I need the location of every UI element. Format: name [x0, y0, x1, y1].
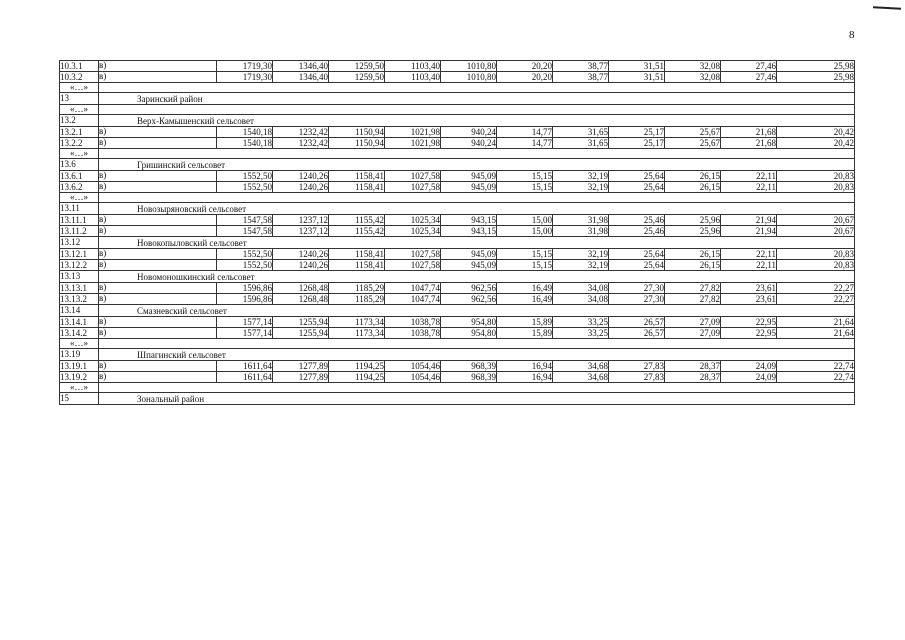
row-code: «…» — [60, 105, 99, 115]
row-code: 13 — [60, 93, 99, 105]
value-cell: 1552,50 — [217, 171, 273, 182]
value-cell: 1719,30 — [217, 61, 273, 72]
value-cell: 1150,94 — [329, 138, 385, 149]
row-code: 13.2.1 — [60, 127, 99, 138]
value-cell: 15,00 — [497, 226, 553, 237]
row-code: 13.14 — [60, 305, 99, 317]
table-row — [60, 127, 855, 138]
value-cell: 33,25 — [553, 328, 609, 339]
section-title: Смазневский сельсовет — [99, 305, 855, 317]
value-cell: 16,94 — [497, 361, 553, 372]
section-title: Новокопыловский сельсовет — [99, 237, 855, 249]
value-cell: 962,56 — [441, 283, 497, 294]
value-cell: 1027,58 — [385, 182, 441, 193]
value-cell: 1158,41 — [329, 249, 385, 260]
value-cell: 27,82 — [665, 283, 721, 294]
value-cell: 27,46 — [721, 72, 777, 83]
value-cell: 27,30 — [609, 283, 665, 294]
value-cell: 15,00 — [497, 215, 553, 226]
value-cell: 20,42 — [777, 138, 855, 149]
value-cell: 34,68 — [553, 372, 609, 383]
value-cell: 1038,78 — [385, 328, 441, 339]
value-cell: 32,19 — [553, 182, 609, 193]
value-cell: 28,37 — [665, 361, 721, 372]
value-cell: 1185,29 — [329, 294, 385, 305]
row-code: 13.19.1 — [60, 361, 99, 372]
table-row — [60, 294, 855, 305]
row-code: 13.13 — [60, 271, 99, 283]
value-cell: 1232,42 — [273, 127, 329, 138]
value-cell: 27,46 — [721, 61, 777, 72]
value-cell: 21,68 — [721, 138, 777, 149]
value-cell: 25,64 — [609, 182, 665, 193]
value-cell: 945,09 — [441, 249, 497, 260]
section-row — [60, 159, 855, 171]
value-cell: 1173,34 — [329, 317, 385, 328]
value-cell: 1240,26 — [273, 182, 329, 193]
value-cell: 22,95 — [721, 317, 777, 328]
value-cell: 1027,58 — [385, 249, 441, 260]
table-body — [60, 61, 855, 405]
value-cell: 1596,86 — [217, 294, 273, 305]
value-cell: 32,08 — [665, 61, 721, 72]
row-code: 13.14.1 — [60, 317, 99, 328]
section-title: Шпагинский сельсовет — [99, 349, 855, 361]
value-cell: 25,67 — [665, 138, 721, 149]
value-cell: 21,64 — [777, 328, 855, 339]
value-cell: 940,24 — [441, 127, 497, 138]
value-cell: 1719,30 — [217, 72, 273, 83]
value-cell: 1237,12 — [273, 226, 329, 237]
value-cell: 1173,34 — [329, 328, 385, 339]
value-cell: 954,80 — [441, 317, 497, 328]
value-cell: 1552,50 — [217, 260, 273, 271]
value-cell: 31,65 — [553, 127, 609, 138]
table-row — [60, 361, 855, 372]
value-cell: 38,77 — [553, 72, 609, 83]
value-cell: 1268,48 — [273, 283, 329, 294]
value-cell: 1552,50 — [217, 249, 273, 260]
value-cell: 27,09 — [665, 317, 721, 328]
value-cell: 27,83 — [609, 361, 665, 372]
value-cell: 1054,46 — [385, 361, 441, 372]
value-cell: 22,11 — [721, 171, 777, 182]
value-cell: 1268,48 — [273, 294, 329, 305]
value-cell: 1158,41 — [329, 171, 385, 182]
value-cell: 20,42 — [777, 127, 855, 138]
ellipsis-row — [60, 149, 855, 159]
row-label: в) — [99, 294, 217, 305]
row-code: «…» — [60, 83, 99, 93]
value-cell: 945,09 — [441, 260, 497, 271]
row-code: «…» — [60, 383, 99, 393]
row-code: 10.3.1 — [60, 61, 99, 72]
value-cell: 21,68 — [721, 127, 777, 138]
value-cell: 25,64 — [609, 171, 665, 182]
row-label: в) — [99, 249, 217, 260]
value-cell: 26,15 — [665, 260, 721, 271]
value-cell: 968,39 — [441, 372, 497, 383]
value-cell: 25,46 — [609, 215, 665, 226]
row-code: 13.12.1 — [60, 249, 99, 260]
value-cell: 25,98 — [777, 72, 855, 83]
table-row — [60, 171, 855, 182]
row-code: 13.12 — [60, 237, 99, 249]
section-row — [60, 93, 855, 105]
section-title: Верх-Камышенский сельсовет — [99, 115, 855, 127]
row-code: 13.19.2 — [60, 372, 99, 383]
value-cell: 1611,64 — [217, 361, 273, 372]
value-cell: 1259,50 — [329, 61, 385, 72]
value-cell: 1185,29 — [329, 283, 385, 294]
value-cell: 1259,50 — [329, 72, 385, 83]
page-number: 8 — [849, 29, 855, 41]
value-cell: 22,74 — [777, 372, 855, 383]
value-cell: 1025,34 — [385, 215, 441, 226]
table-row — [60, 72, 855, 83]
value-cell: 22,11 — [721, 182, 777, 193]
value-cell: 31,98 — [553, 226, 609, 237]
value-cell: 32,08 — [665, 72, 721, 83]
value-cell: 20,20 — [497, 61, 553, 72]
row-code: 13.13.2 — [60, 294, 99, 305]
value-cell: 14,77 — [497, 127, 553, 138]
value-cell: 968,39 — [441, 361, 497, 372]
ellipsis-filler — [99, 193, 855, 203]
value-cell: 32,19 — [553, 249, 609, 260]
value-cell: 1054,46 — [385, 372, 441, 383]
row-code: 13.6.2 — [60, 182, 99, 193]
value-cell: 26,57 — [609, 317, 665, 328]
value-cell: 23,61 — [721, 294, 777, 305]
value-cell: 24,09 — [721, 372, 777, 383]
value-cell: 1346,40 — [273, 72, 329, 83]
value-cell: 20,67 — [777, 226, 855, 237]
value-cell: 1194,25 — [329, 372, 385, 383]
section-title: Новозыряновский сельсовет — [99, 203, 855, 215]
value-cell: 16,49 — [497, 283, 553, 294]
value-cell: 940,24 — [441, 138, 497, 149]
value-cell: 34,68 — [553, 361, 609, 372]
value-cell: 1010,80 — [441, 61, 497, 72]
row-code: 13.19 — [60, 349, 99, 361]
row-label: в) — [99, 328, 217, 339]
value-cell: 1158,41 — [329, 182, 385, 193]
value-cell: 32,19 — [553, 260, 609, 271]
value-cell: 25,17 — [609, 127, 665, 138]
value-cell: 25,67 — [665, 127, 721, 138]
row-code: 10.3.2 — [60, 72, 99, 83]
value-cell: 16,49 — [497, 294, 553, 305]
value-cell: 31,65 — [553, 138, 609, 149]
value-cell: 1232,42 — [273, 138, 329, 149]
value-cell: 1577,14 — [217, 328, 273, 339]
ellipsis-filler — [99, 149, 855, 159]
value-cell: 25,46 — [609, 226, 665, 237]
value-cell: 27,30 — [609, 294, 665, 305]
value-cell: 1027,58 — [385, 260, 441, 271]
section-row — [60, 271, 855, 283]
value-cell: 31,51 — [609, 61, 665, 72]
value-cell: 1577,14 — [217, 317, 273, 328]
value-cell: 15,15 — [497, 182, 553, 193]
value-cell: 26,15 — [665, 182, 721, 193]
value-cell: 28,37 — [665, 372, 721, 383]
value-cell: 1103,40 — [385, 72, 441, 83]
table-row — [60, 372, 855, 383]
row-code: 13.13.1 — [60, 283, 99, 294]
value-cell: 25,96 — [665, 226, 721, 237]
section-title: Гришинский сельсовет — [99, 159, 855, 171]
table-row — [60, 215, 855, 226]
value-cell: 1047,74 — [385, 283, 441, 294]
table-row — [60, 260, 855, 271]
row-code: 13.11.1 — [60, 215, 99, 226]
row-label: в) — [99, 127, 217, 138]
row-label: в) — [99, 226, 217, 237]
ellipsis-filler — [99, 83, 855, 93]
value-cell: 32,19 — [553, 171, 609, 182]
value-cell: 22,95 — [721, 328, 777, 339]
value-cell: 25,96 — [665, 215, 721, 226]
value-cell: 1346,40 — [273, 61, 329, 72]
value-cell: 38,77 — [553, 61, 609, 72]
value-cell: 21,94 — [721, 215, 777, 226]
row-label: в) — [99, 317, 217, 328]
value-cell: 1155,42 — [329, 215, 385, 226]
value-cell: 1540,18 — [217, 127, 273, 138]
ellipsis-row — [60, 383, 855, 393]
value-cell: 34,08 — [553, 283, 609, 294]
value-cell: 1021,98 — [385, 138, 441, 149]
value-cell: 1240,26 — [273, 171, 329, 182]
section-title: Новомоношкинский сельсовет — [99, 271, 855, 283]
section-row — [60, 237, 855, 249]
section-row — [60, 349, 855, 361]
section-row — [60, 393, 855, 405]
row-code: 13.14.2 — [60, 328, 99, 339]
table-row — [60, 182, 855, 193]
value-cell: 1547,58 — [217, 226, 273, 237]
ellipsis-row — [60, 105, 855, 115]
row-label: в) — [99, 61, 217, 72]
value-cell: 1194,25 — [329, 361, 385, 372]
row-code: 13.6.1 — [60, 171, 99, 182]
value-cell: 20,20 — [497, 72, 553, 83]
value-cell: 1155,42 — [329, 226, 385, 237]
ellipsis-row — [60, 339, 855, 349]
value-cell: 21,64 — [777, 317, 855, 328]
value-cell: 1255,94 — [273, 328, 329, 339]
row-label: в) — [99, 182, 217, 193]
value-cell: 1277,89 — [273, 372, 329, 383]
row-label: в) — [99, 283, 217, 294]
value-cell: 1158,41 — [329, 260, 385, 271]
value-cell: 26,15 — [665, 249, 721, 260]
value-cell: 20,83 — [777, 249, 855, 260]
value-cell: 25,64 — [609, 260, 665, 271]
value-cell: 20,83 — [777, 260, 855, 271]
value-cell: 1596,86 — [217, 283, 273, 294]
value-cell: 15,15 — [497, 260, 553, 271]
section-row — [60, 115, 855, 127]
row-code: 13.12.2 — [60, 260, 99, 271]
value-cell: 26,57 — [609, 328, 665, 339]
value-cell: 1010,80 — [441, 72, 497, 83]
row-label: в) — [99, 361, 217, 372]
value-cell: 1540,18 — [217, 138, 273, 149]
row-label: в) — [99, 72, 217, 83]
row-label: в) — [99, 215, 217, 226]
section-title: Зональный район — [99, 393, 855, 405]
value-cell: 962,56 — [441, 294, 497, 305]
value-cell: 22,74 — [777, 361, 855, 372]
value-cell: 22,11 — [721, 260, 777, 271]
table-row — [60, 249, 855, 260]
value-cell: 1255,94 — [273, 317, 329, 328]
value-cell: 22,27 — [777, 294, 855, 305]
value-cell: 27,83 — [609, 372, 665, 383]
value-cell: 14,77 — [497, 138, 553, 149]
table-row — [60, 283, 855, 294]
value-cell: 20,83 — [777, 171, 855, 182]
value-cell: 1150,94 — [329, 127, 385, 138]
value-cell: 20,67 — [777, 215, 855, 226]
value-cell: 1038,78 — [385, 317, 441, 328]
value-cell: 1027,58 — [385, 171, 441, 182]
value-cell: 1021,98 — [385, 127, 441, 138]
value-cell: 1547,58 — [217, 215, 273, 226]
value-cell: 16,94 — [497, 372, 553, 383]
value-cell: 25,17 — [609, 138, 665, 149]
corner-mark — [873, 6, 901, 9]
value-cell: 1277,89 — [273, 361, 329, 372]
row-code: 13.2 — [60, 115, 99, 127]
value-cell: 24,09 — [721, 361, 777, 372]
value-cell: 943,15 — [441, 215, 497, 226]
row-label: в) — [99, 171, 217, 182]
table-row — [60, 226, 855, 237]
value-cell: 945,09 — [441, 182, 497, 193]
ellipsis-row — [60, 83, 855, 93]
value-cell: 15,15 — [497, 249, 553, 260]
value-cell: 25,64 — [609, 249, 665, 260]
value-cell: 1240,26 — [273, 249, 329, 260]
value-cell: 1552,50 — [217, 182, 273, 193]
tariff-table — [59, 60, 855, 405]
section-row — [60, 305, 855, 317]
ellipsis-filler — [99, 105, 855, 115]
value-cell: 27,09 — [665, 328, 721, 339]
value-cell: 34,08 — [553, 294, 609, 305]
row-label: в) — [99, 138, 217, 149]
row-code: 13.6 — [60, 159, 99, 171]
value-cell: 33,25 — [553, 317, 609, 328]
value-cell: 1047,74 — [385, 294, 441, 305]
row-code: 13.11 — [60, 203, 99, 215]
section-row — [60, 203, 855, 215]
ellipsis-filler — [99, 339, 855, 349]
value-cell: 20,83 — [777, 182, 855, 193]
row-code: 13.11.2 — [60, 226, 99, 237]
row-label: в) — [99, 260, 217, 271]
value-cell: 954,80 — [441, 328, 497, 339]
section-title: Заринский район — [99, 93, 855, 105]
value-cell: 15,89 — [497, 328, 553, 339]
value-cell: 945,09 — [441, 171, 497, 182]
ellipsis-filler — [99, 383, 855, 393]
value-cell: 1103,40 — [385, 61, 441, 72]
value-cell: 943,15 — [441, 226, 497, 237]
row-code: 13.2.2 — [60, 138, 99, 149]
value-cell: 1237,12 — [273, 215, 329, 226]
table-row — [60, 328, 855, 339]
row-code: «…» — [60, 339, 99, 349]
row-code: 15 — [60, 393, 99, 405]
row-code: «…» — [60, 193, 99, 203]
ellipsis-row — [60, 193, 855, 203]
value-cell: 22,11 — [721, 249, 777, 260]
value-cell: 31,98 — [553, 215, 609, 226]
row-code: «…» — [60, 149, 99, 159]
value-cell: 31,51 — [609, 72, 665, 83]
value-cell: 23,61 — [721, 283, 777, 294]
value-cell: 25,98 — [777, 61, 855, 72]
value-cell: 27,82 — [665, 294, 721, 305]
row-label: в) — [99, 372, 217, 383]
value-cell: 1611,64 — [217, 372, 273, 383]
value-cell: 26,15 — [665, 171, 721, 182]
value-cell: 1025,34 — [385, 226, 441, 237]
table-row — [60, 317, 855, 328]
value-cell: 22,27 — [777, 283, 855, 294]
value-cell: 21,94 — [721, 226, 777, 237]
value-cell: 1240,26 — [273, 260, 329, 271]
table-row — [60, 138, 855, 149]
table-row — [60, 61, 855, 72]
value-cell: 15,89 — [497, 317, 553, 328]
value-cell: 15,15 — [497, 171, 553, 182]
